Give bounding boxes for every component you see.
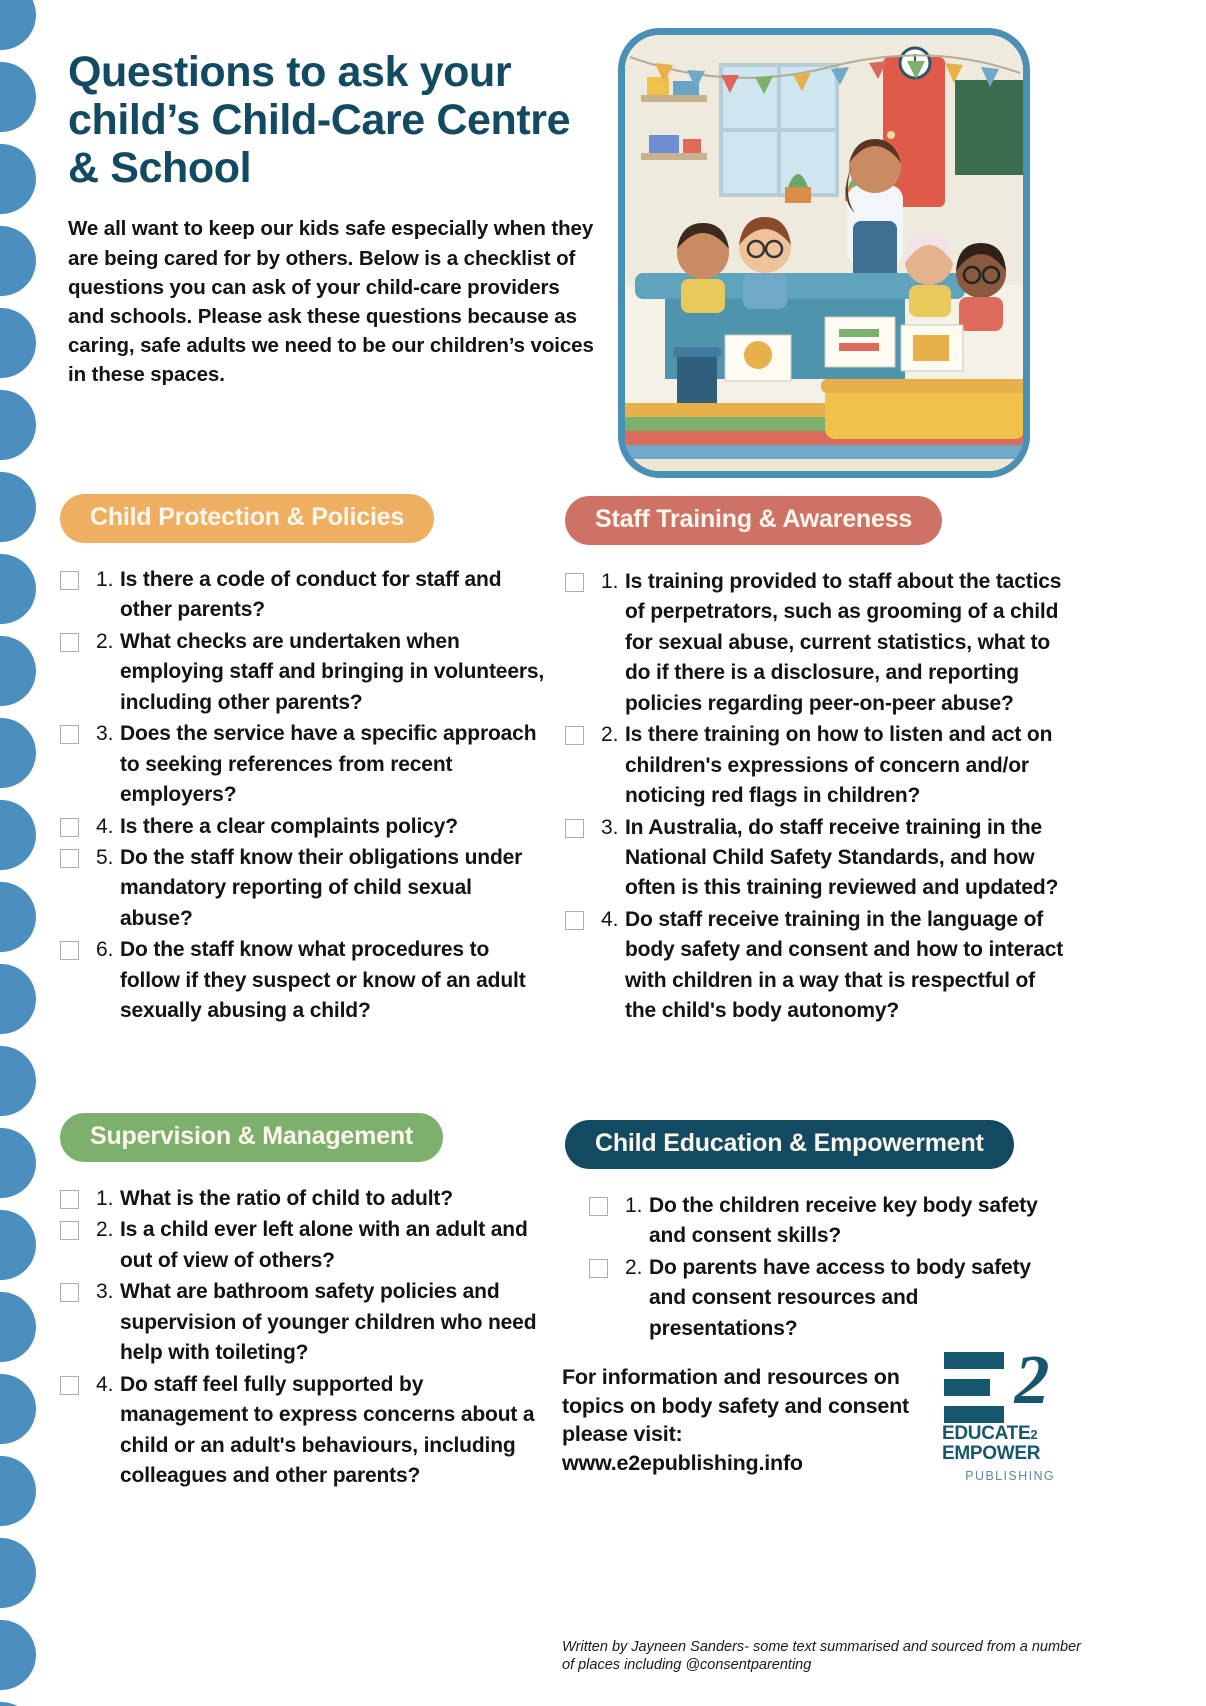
scallop-dot <box>0 554 36 624</box>
question-text: What is the ratio of child to adult? <box>120 1187 453 1210</box>
scallop-dot <box>0 964 36 1034</box>
scallop-dot <box>0 800 36 870</box>
section-title-staff-training-and-awareness: Staff Training & Awareness <box>565 496 942 545</box>
question-list-supervision-and-management <box>60 1184 550 1491</box>
classroom-illustration-svg <box>625 35 1025 475</box>
question-number: 5. <box>96 845 114 869</box>
list-item[interactable] <box>60 1370 550 1492</box>
scallop-dot <box>0 882 36 952</box>
logo-word-educate-sub: 2 <box>1030 1427 1038 1442</box>
logo-word-educate <box>940 1424 1055 1444</box>
list-item[interactable] <box>60 843 550 934</box>
list-item[interactable] <box>60 1184 550 1214</box>
scallop-dot <box>0 1538 36 1608</box>
list-item[interactable] <box>60 935 550 1026</box>
question-text: What checks are undertaken when employing staff and bringing in volunteers, including other parents? <box>120 629 545 714</box>
checkbox-icon[interactable] <box>589 1259 608 1278</box>
page-title: Questions to ask your child’s Child-Care Centre & School <box>68 48 571 193</box>
question-number: 3. <box>96 1280 114 1304</box>
question-text: Is there a code of conduct for staff and other parents? <box>120 568 502 622</box>
logo-bar <box>944 1379 990 1396</box>
scallop-dot <box>0 472 36 542</box>
scallop-dot <box>0 1292 36 1362</box>
checkbox-icon[interactable] <box>565 573 584 592</box>
scallop-dot <box>0 226 36 296</box>
question-list-child-education-and-empowerment <box>589 1191 1065 1344</box>
scallop-dot <box>0 1620 36 1690</box>
scallop-decoration <box>0 0 46 1706</box>
checkbox-icon[interactable] <box>60 1376 79 1395</box>
logo-word-empower: EMPOWER <box>942 1443 1041 1465</box>
question-number: 1. <box>96 568 114 591</box>
question-list-staff-training-and-awareness <box>565 567 1065 1027</box>
checkbox-icon[interactable] <box>60 1190 79 1209</box>
question-number: 4. <box>96 1372 114 1396</box>
list-item[interactable] <box>589 1191 1065 1252</box>
checkbox-icon[interactable] <box>60 725 79 744</box>
question-number: 2. <box>625 1255 643 1279</box>
list-item[interactable] <box>60 812 550 842</box>
question-number: 3. <box>601 815 619 839</box>
checkbox-icon[interactable] <box>60 1221 79 1240</box>
intro-paragraph: We all want to keep our kids safe especially when they are being cared for by others. Below is a checklist of questions you can ask of your child-care providers and schools. Please ask these questions because as caring, safe adults we need to be our children’s voices in these spaces. <box>68 217 594 387</box>
checkbox-icon[interactable] <box>60 1283 79 1302</box>
list-item[interactable] <box>565 813 1065 904</box>
question-number: 3. <box>96 722 114 746</box>
section-title-child-protection-and-policies: Child Protection & Policies <box>60 494 434 543</box>
header <box>68 48 598 389</box>
scallop-dot <box>0 1374 36 1444</box>
list-item[interactable] <box>565 905 1065 1027</box>
question-number: 1. <box>625 1194 643 1217</box>
question-text: Is a child ever left alone with an adult and out of view of others? <box>120 1218 528 1272</box>
scallop-dot <box>0 308 36 378</box>
question-number: 1. <box>96 1187 114 1210</box>
list-item[interactable] <box>565 720 1065 811</box>
question-list-child-protection-and-policies <box>60 565 550 1027</box>
section-title-supervision-and-management: Supervision & Management <box>60 1113 443 1162</box>
educate2empower-logo <box>940 1342 1055 1483</box>
scallop-dot <box>0 1210 36 1280</box>
scallop-dot <box>0 1702 36 1706</box>
section-staff-training-and-awareness <box>565 496 1065 1028</box>
question-number: 6. <box>96 938 114 962</box>
question-text: Is training provided to staff about the tactics of perpetrators, such as grooming of a child for sexual abuse, current statistics, what to do if there is a disclosure, and reporting policies regarding peer-on-peer abuse? <box>625 570 1062 715</box>
scallop-dot <box>0 636 36 706</box>
checkbox-icon[interactable] <box>60 818 79 837</box>
question-number: 2. <box>601 723 619 747</box>
scallop-dot <box>0 1456 36 1526</box>
scallop-dot <box>0 0 36 50</box>
logo-mark-e2e <box>944 1342 1052 1424</box>
checkbox-icon[interactable] <box>60 941 79 960</box>
question-text: Do staff receive training in the language of body safety and consent and how to interact with children in a way that is respectful of the child's body autonomy? <box>625 907 1064 1023</box>
checkbox-icon[interactable] <box>60 571 79 590</box>
list-item[interactable] <box>60 565 550 626</box>
section-title-child-education-and-empowerment: Child Education & Empowerment <box>565 1120 1014 1169</box>
list-item[interactable] <box>60 1277 550 1368</box>
logo-bar <box>944 1352 1004 1369</box>
logo-word-educate-text: EDUCATE <box>942 1423 1031 1444</box>
checkbox-icon[interactable] <box>565 911 584 930</box>
question-number: 2. <box>96 1218 114 1242</box>
checkbox-icon[interactable] <box>565 819 584 838</box>
scallop-dot <box>0 1128 36 1198</box>
list-item[interactable] <box>60 627 550 718</box>
logo-bar <box>944 1406 1004 1423</box>
list-item[interactable] <box>60 719 550 810</box>
classroom-illustration <box>618 28 1030 478</box>
logo-word-publishing: PUBLISHING <box>965 1468 1055 1483</box>
question-text: Do the children receive key body safety and consent skills? <box>649 1194 1038 1248</box>
scallop-dot <box>0 62 36 132</box>
scallop-dot <box>0 144 36 214</box>
question-text: Do parents have access to body safety and consent resources and presentations? <box>649 1255 1031 1340</box>
scallop-dot <box>0 390 36 460</box>
question-text: What are bathroom safety policies and supervision of younger children who need help with toileting? <box>120 1280 537 1365</box>
question-text: In Australia, do staff receive training in the National Child Safety Standards, and how often is this training reviewed and updated? <box>625 815 1059 900</box>
question-number: 4. <box>96 814 114 838</box>
question-text: Is there a clear complaints policy? <box>120 814 458 838</box>
question-text: Do staff feel fully supported by management to express concerns about a child or an adult's behaviours, including colleagues and other parents? <box>120 1372 535 1487</box>
checkbox-icon[interactable] <box>589 1197 608 1216</box>
checkbox-icon[interactable] <box>565 726 584 745</box>
question-number: 4. <box>601 907 619 931</box>
question-number: 1. <box>601 570 619 593</box>
section-supervision-and-management <box>60 1113 550 1492</box>
credit-line: Written by Jayneen Sanders- some text summarised and sourced from a number of places including @consentparenting <box>562 1639 1082 1673</box>
section-child-protection-and-policies <box>60 494 550 1028</box>
question-number: 2. <box>96 629 114 653</box>
scallop-dot <box>0 1046 36 1116</box>
list-item[interactable] <box>60 1215 550 1276</box>
question-text: Do the staff know what procedures to follow if they suspect or know of an adult sexually abusing a child? <box>120 938 526 1023</box>
list-item[interactable] <box>565 567 1065 719</box>
question-text: Does the service have a specific approach to seeking references from recent employers? <box>120 722 537 807</box>
checkbox-icon[interactable] <box>60 849 79 868</box>
list-item[interactable] <box>589 1253 1065 1344</box>
question-text: Do the staff know their obligations under mandatory reporting of child sexual abuse? <box>120 845 523 930</box>
section-child-education-and-empowerment <box>565 1120 1065 1345</box>
footer-cta-text: For information and resources on topics on body safety and consent please visit: www.e2epublishing.info <box>562 1365 910 1475</box>
scallop-dot <box>0 718 36 788</box>
checkbox-icon[interactable] <box>60 633 79 652</box>
logo-numeral-two: 2 <box>1014 1342 1050 1419</box>
question-text: Is there training on how to listen and act on children's expressions of concern and/or noticing red flags in children? <box>625 723 1053 808</box>
